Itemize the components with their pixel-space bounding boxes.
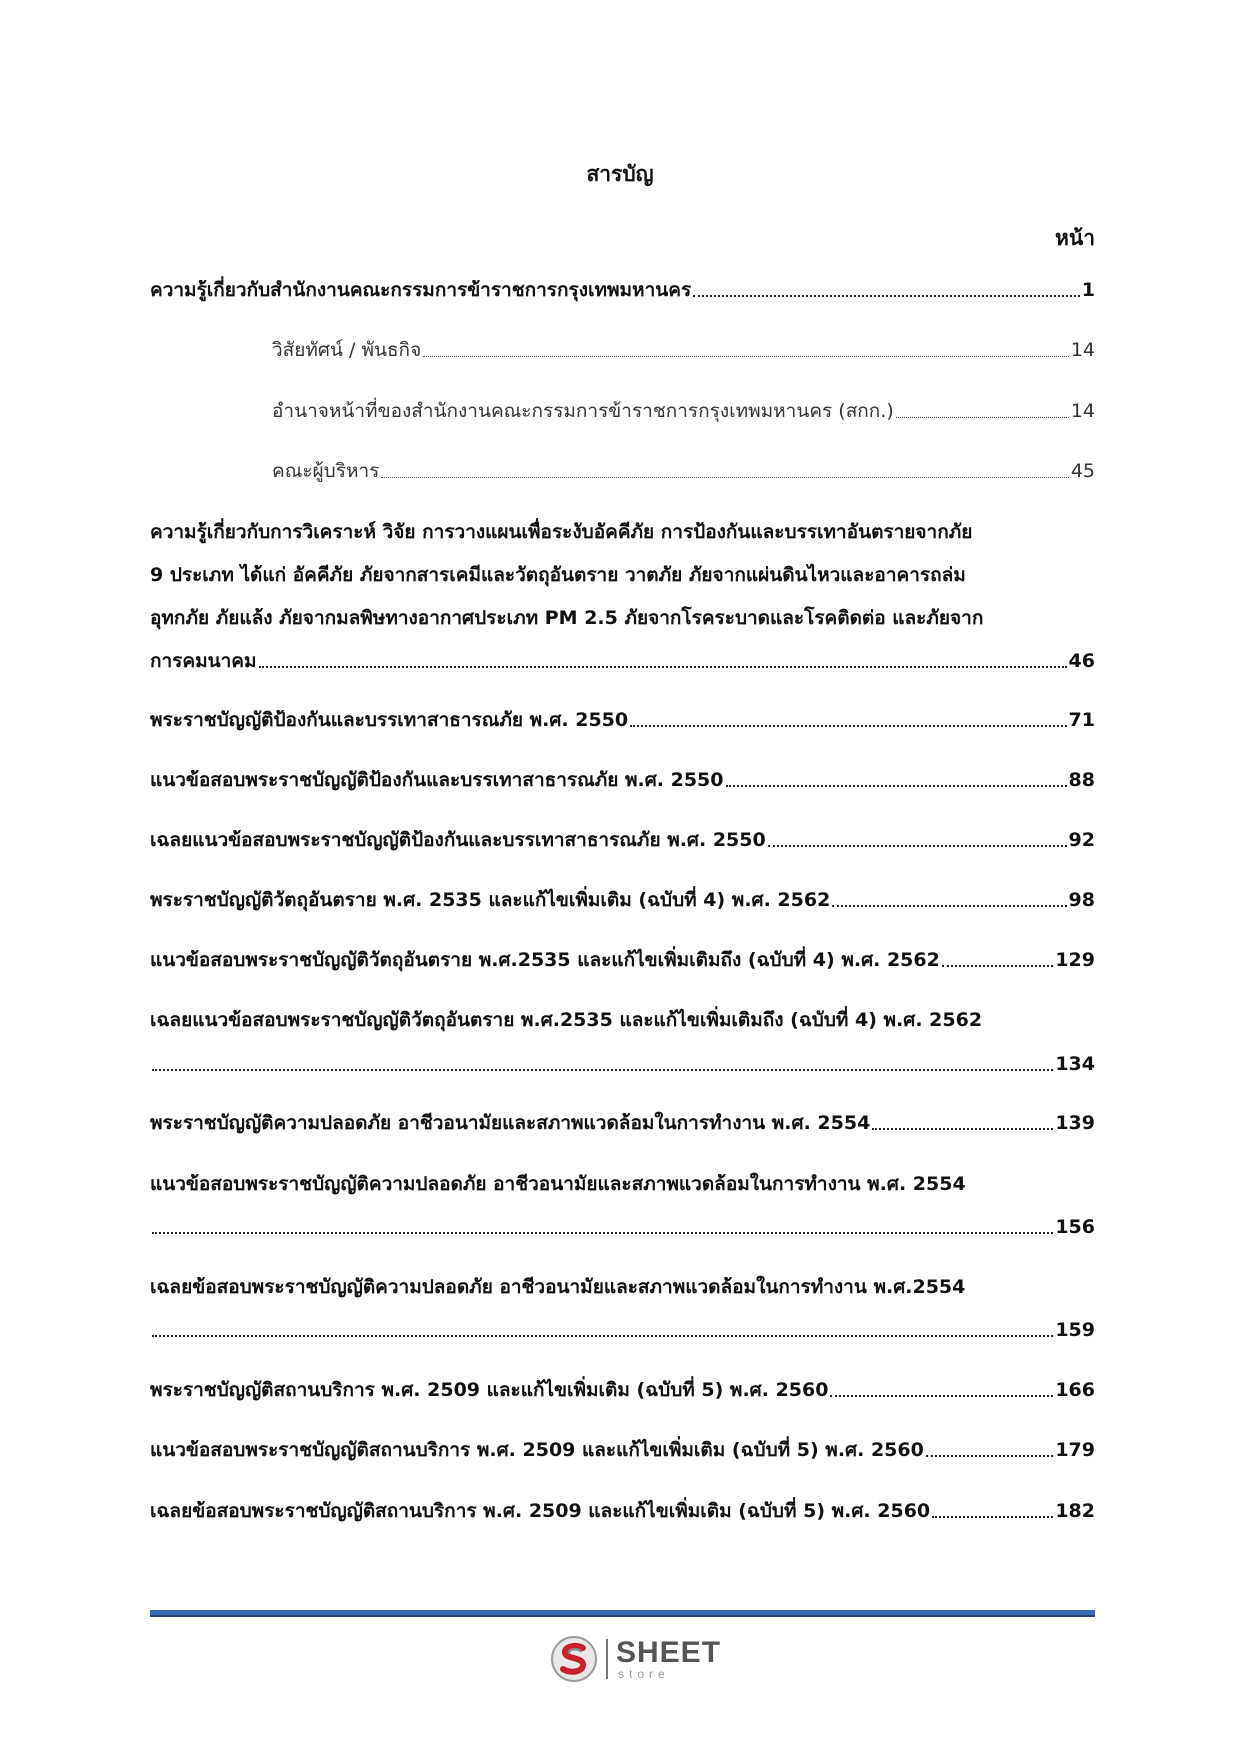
toc-entry-page: 139	[1055, 1112, 1095, 1134]
toc-leader-dots	[896, 416, 1069, 418]
brand-subword: store	[618, 1667, 670, 1681]
toc-leader-dots	[932, 1515, 1053, 1518]
toc-leader-dots	[630, 724, 1066, 727]
toc-entry-page: 156	[1055, 1216, 1095, 1238]
toc-leader-dots	[942, 964, 1053, 967]
toc-entry-page: 134	[1055, 1053, 1095, 1075]
toc-entry-title: คณะผู้บริหาร	[272, 460, 380, 482]
toc-entry-title: เฉลยข้อสอบพระราชบัญญัติสถานบริการ พ.ศ. 2509 และแก้ไขเพิ่มเติม (ฉบับที่ 5) พ.ศ. 2560	[150, 1500, 931, 1522]
toc-entry[interactable]	[150, 1050, 1095, 1078]
toc-entry-page: 46	[1068, 650, 1095, 672]
toc-leader-dots	[832, 904, 1066, 907]
toc-entry-line[interactable]: อุทกภัย ภัยแล้ง ภัยจากมลพิษทางอากาศประเภท PM 2.5 ภัยจากโรคระบาดและโรคติดต่อ และภัยจาก	[150, 607, 984, 629]
toc-entry-page: 14	[1070, 339, 1095, 361]
brand-wordmark	[616, 1638, 721, 1680]
page-title: สารบัญ	[586, 162, 654, 186]
toc-entry[interactable]	[150, 1316, 1095, 1344]
toc-entry-page: 92	[1068, 829, 1095, 851]
toc-leader-dots	[152, 1068, 1053, 1071]
toc-entry-page: 182	[1055, 1500, 1095, 1522]
toc-entry[interactable]	[150, 1376, 1095, 1404]
toc-subentry[interactable]	[272, 397, 1095, 425]
toc-entry-title: พระราชบัญญัติป้องกันและบรรเทาสาธารณภัย พ.ศ. 2550	[150, 709, 629, 731]
toc-entry-title: แนวข้อสอบพระราชบัญญัติป้องกันและบรรเทาสาธารณภัย พ.ศ. 2550	[150, 769, 724, 791]
toc-entry-title: แนวข้อสอบพระราชบัญญัติสถานบริการ พ.ศ. 2509 และแก้ไขเพิ่มเติม (ฉบับที่ 5) พ.ศ. 2560	[150, 1439, 924, 1461]
page-number-column-header: หน้า	[1055, 226, 1095, 250]
toc-subentry[interactable]	[272, 336, 1095, 364]
toc-entry-title: เฉลยแนวข้อสอบพระราชบัญญัติป้องกันและบรรเทาสาธารณภัย พ.ศ. 2550	[150, 829, 766, 851]
toc-entry[interactable]	[150, 276, 1095, 304]
toc-leader-dots	[768, 844, 1067, 847]
brand-word: SHEET	[616, 1636, 722, 1669]
toc-entry-line[interactable]: เฉลยข้อสอบพระราชบัญญัติความปลอดภัย อาชีวอนามัยและสภาพแวดล้อมในการทำงาน พ.ศ.2554	[150, 1276, 966, 1298]
toc-entry[interactable]	[150, 647, 1095, 675]
toc-entry-page: 129	[1055, 949, 1095, 971]
toc-entry-title: การคมนาคม	[150, 650, 257, 672]
footer-divider	[150, 1610, 1095, 1617]
toc-entry[interactable]	[150, 766, 1095, 794]
toc-entry[interactable]	[150, 1213, 1095, 1241]
toc-entry-page: 1	[1081, 279, 1095, 301]
sheet-store-logo-icon	[550, 1635, 598, 1683]
toc-entry-title: พระราชบัญญัติวัตถุอันตราย พ.ศ. 2535 และแก้ไขเพิ่มเติม (ฉบับที่ 4) พ.ศ. 2562	[150, 889, 831, 911]
toc-entry[interactable]	[150, 1497, 1095, 1525]
toc-entry-page: 159	[1055, 1319, 1095, 1341]
toc-leader-dots	[693, 294, 1080, 297]
toc-entry[interactable]	[150, 886, 1095, 914]
toc-entry-title: ความรู้เกี่ยวกับสำนักงานคณะกรรมการข้าราชการกรุงเทพมหานคร	[150, 279, 692, 301]
toc-entry-page: 14	[1070, 400, 1095, 422]
toc-leader-dots	[726, 784, 1067, 787]
toc-entry-line[interactable]: แนวข้อสอบพระราชบัญญัติความปลอดภัย อาชีวอนามัยและสภาพแวดล้อมในการทำงาน พ.ศ. 2554	[150, 1173, 966, 1195]
toc-entry[interactable]	[150, 1109, 1095, 1137]
toc-leader-dots	[381, 476, 1068, 478]
toc-entry-title: วิสัยทัศน์ / พันธกิจ	[272, 339, 422, 361]
toc-entry-page: 71	[1068, 709, 1095, 731]
toc-leader-dots	[830, 1394, 1053, 1397]
toc-entry-title: พระราชบัญญัติสถานบริการ พ.ศ. 2509 และแก้ไขเพิ่มเติม (ฉบับที่ 5) พ.ศ. 2560	[150, 1379, 829, 1401]
toc-entry-page: 88	[1068, 769, 1095, 791]
footer-brand-logo	[550, 1632, 721, 1686]
toc-entry[interactable]	[150, 826, 1095, 854]
logo-separator	[606, 1639, 608, 1679]
toc-entry-page: 98	[1068, 889, 1095, 911]
toc-entry[interactable]	[150, 1436, 1095, 1464]
toc-leader-dots	[152, 1231, 1053, 1234]
toc-entry-title: แนวข้อสอบพระราชบัญญัติวัตถุอันตราย พ.ศ.2535 และแก้ไขเพิ่มเติมถึง (ฉบับที่ 4) พ.ศ. 2562	[150, 949, 940, 971]
toc-entry[interactable]	[150, 946, 1095, 974]
toc-entry-line[interactable]: 9 ประเภท ได้แก่ อัคคีภัย ภัยจากสารเคมีและวัตถุอันตราย วาตภัย ภัยจากแผ่นดินไหวและอาคารถล่ม	[150, 564, 966, 586]
toc-entry-title: อำนาจหน้าที่ของสำนักงานคณะกรรมการข้าราชการกรุงเทพมหานคร (สกก.)	[272, 400, 894, 422]
toc-entry-line[interactable]: เฉลยแนวข้อสอบพระราชบัญญัติวัตถุอันตราย พ.ศ.2535 และแก้ไขเพิ่มเติมถึง (ฉบับที่ 4) พ.ศ. 2562	[150, 1009, 983, 1031]
toc-leader-dots	[872, 1127, 1053, 1130]
toc-leader-dots	[259, 665, 1067, 668]
toc-entry[interactable]	[150, 706, 1095, 734]
toc-leader-dots	[926, 1454, 1054, 1457]
toc-leader-dots	[152, 1334, 1053, 1337]
toc-entry-title: พระราชบัญญัติความปลอดภัย อาชีวอนามัยและสภาพแวดล้อมในการทำงาน พ.ศ. 2554	[150, 1112, 871, 1134]
toc-entry-page: 179	[1055, 1439, 1095, 1461]
toc-entry-page: 45	[1070, 460, 1095, 482]
toc-entry-line[interactable]: ความรู้เกี่ยวกับการวิเคราะห์ วิจัย การวางแผนเพื่อระงับอัคคีภัย การป้องกันและบรรเทาอันตรายจากภัย	[150, 521, 973, 543]
toc-leader-dots	[423, 355, 1069, 357]
toc-entry-page: 166	[1055, 1379, 1095, 1401]
toc-subentry[interactable]	[272, 457, 1095, 485]
